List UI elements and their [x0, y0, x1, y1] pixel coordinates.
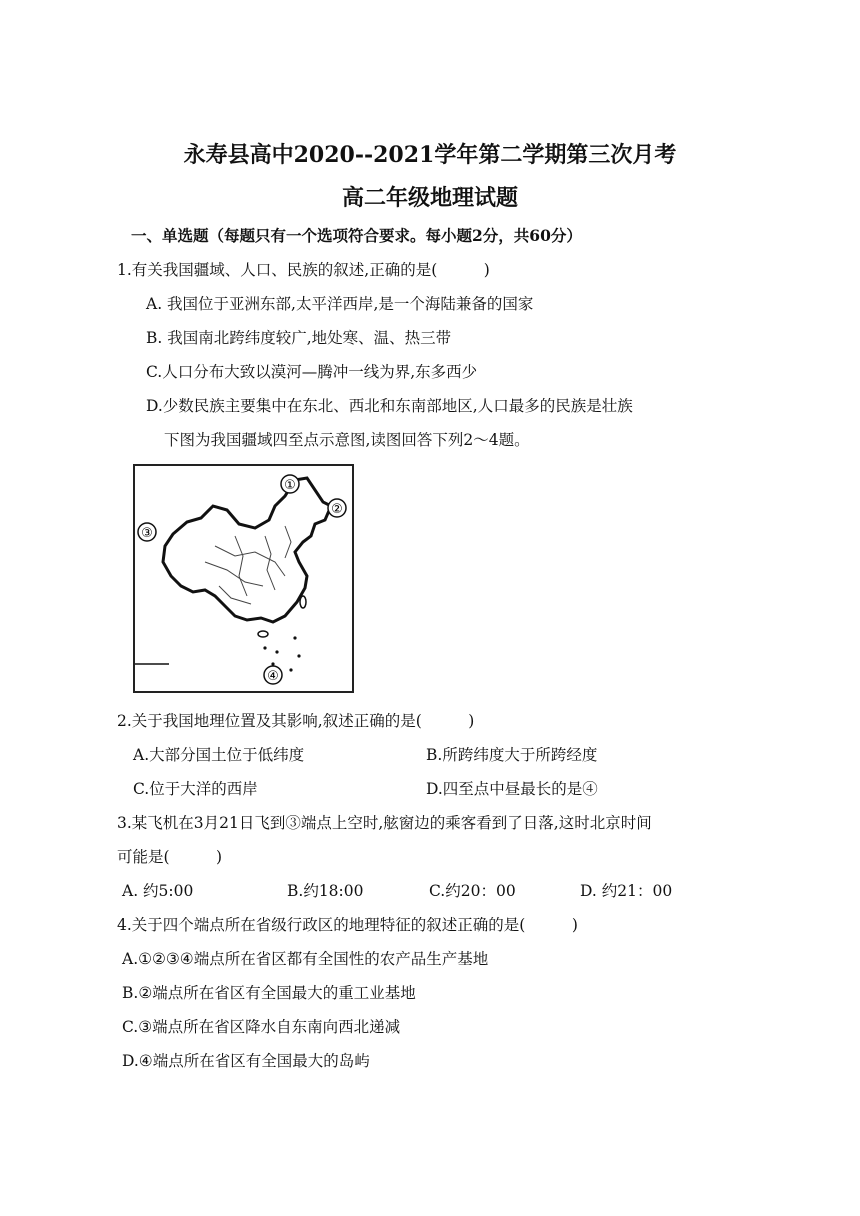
marker-2: ②	[331, 502, 343, 517]
q2-option-a: A.大部分国土位于低纬度	[133, 746, 305, 764]
q4-option-c: C.③端点所在省区降水自东南向西北递减	[122, 1018, 401, 1036]
q2-option-d: D.四至点中昼最长的是④	[426, 780, 598, 798]
q2-option-b: B.所跨纬度大于所跨经度	[426, 746, 598, 764]
q1-option-d: D.少数民族主要集中在东北、西北和东南部地区,人口最多的民族是壮族	[146, 397, 633, 415]
marker-4: ④	[267, 669, 279, 684]
q1-option-b: B. 我国南北跨纬度较广,地处寒、温、热三带	[146, 329, 452, 347]
map-intro: 下图为我国疆域四至点示意图,读图回答下列2～4题。	[164, 431, 530, 449]
q3-stem-line1: 3.某飞机在3月21日飞到③端点上空时,舷窗边的乘客看到了日落,这时北京时间	[117, 814, 652, 832]
q3-option-d: D. 约21：00	[580, 882, 673, 900]
marker-1: ①	[284, 478, 296, 493]
q4-option-b: B.②端点所在省区有全国最大的重工业基地	[122, 984, 416, 1002]
q4-stem: 4.关于四个端点所在省级行政区的地理特征的叙述正确的是( )	[117, 916, 578, 934]
q1-option-c: C.人口分布大致以漠河—腾冲一线为界,东多西少	[146, 363, 478, 381]
marker-3: ③	[141, 526, 153, 541]
china-outline-figure	[135, 466, 352, 691]
q2-stem: 2.关于我国地理位置及其影响,叙述正确的是( )	[117, 712, 475, 730]
exam-subtitle: 高二年级地理试题	[341, 185, 518, 211]
section-heading: 一、单选题（每题只有一个选项符合要求。每小题2分，共60分）	[131, 226, 582, 245]
q3-option-b: B.约18:00	[287, 882, 364, 900]
q4-option-a: A.①②③④端点所在省区都有全国性的农产品生产基地	[122, 950, 489, 968]
exam-title: 永寿县高中2020--2021学年第二学期第三次月考	[183, 142, 677, 168]
q4-option-d: D.④端点所在省区有全国最大的岛屿	[122, 1052, 370, 1070]
q1-option-a: A. 我国位于亚洲东部,太平洋西岸,是一个海陆兼备的国家	[146, 295, 534, 313]
q3-option-c: C.约20：00	[429, 882, 516, 900]
q1-stem: 1.有关我国疆域、人口、民族的叙述,正确的是( )	[117, 261, 490, 279]
q3-option-a: A. 约5:00	[122, 882, 194, 900]
q2-option-c: C.位于大洋的西岸	[133, 780, 258, 798]
china-territory-map	[133, 464, 354, 693]
q3-stem-line2: 可能是( )	[117, 848, 223, 866]
